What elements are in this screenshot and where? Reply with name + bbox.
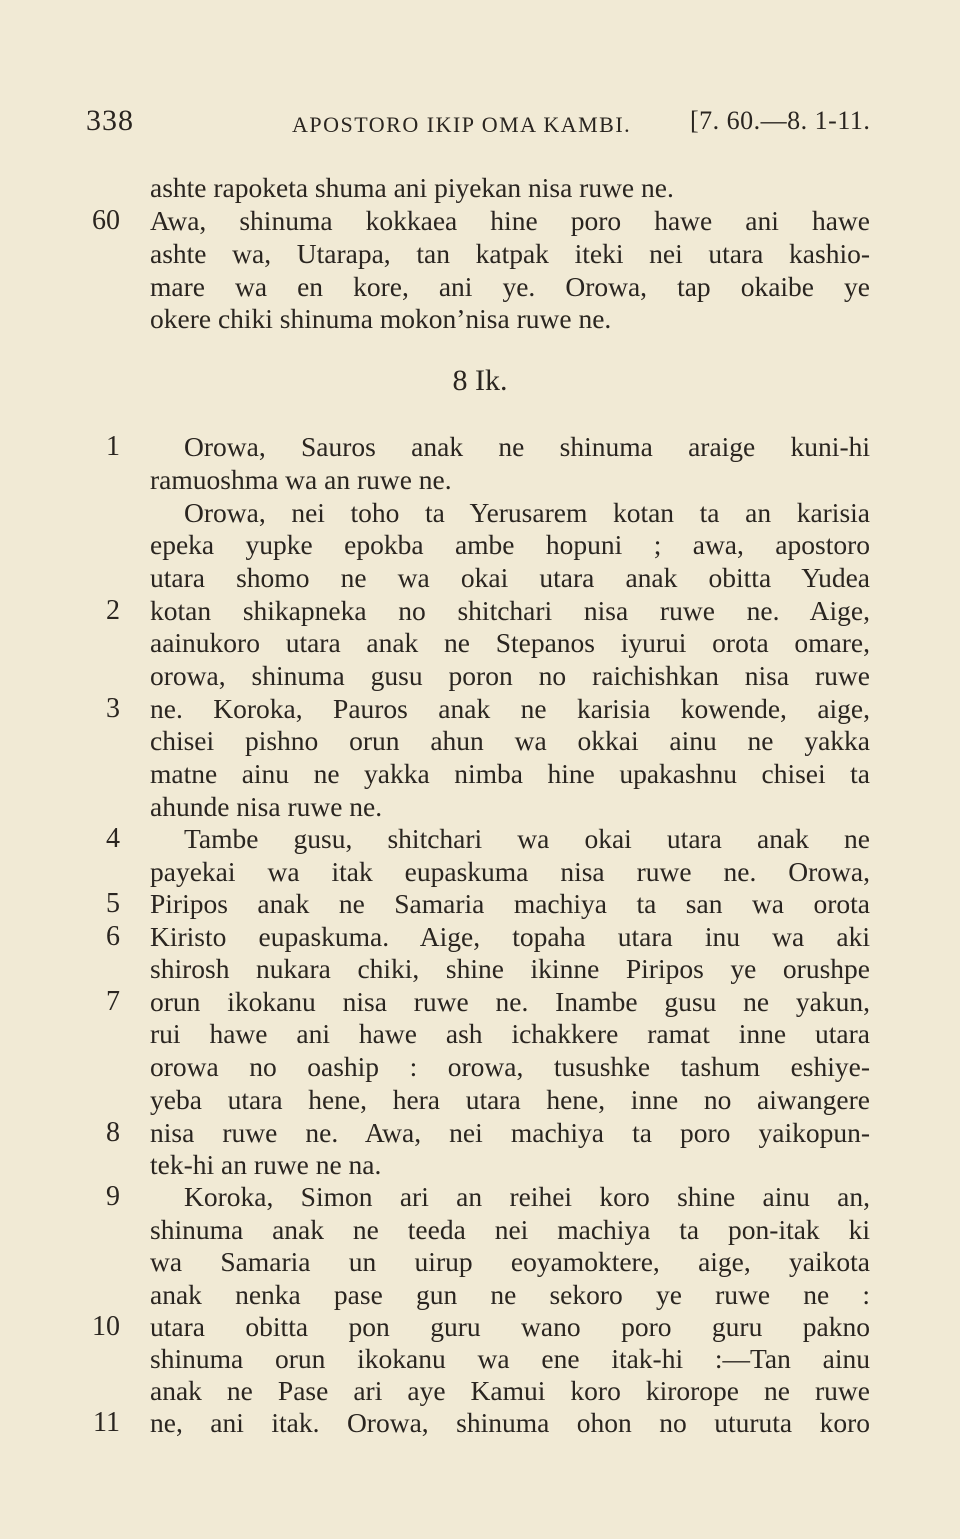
verse-number: 4 — [106, 823, 120, 854]
text-line: Tambe gusu, shitchari wa okai utara anak ne — [184, 823, 870, 854]
text-line: shinuma orun ikokanu wa ene itak-hi :—Tan ainu — [150, 1343, 870, 1374]
verse-number: 60 — [92, 205, 120, 236]
text-line: tek-hi an ruwe ne na. — [150, 1149, 382, 1180]
text-line: wa Samaria un uirup eoyamoktere, aige, yaikota — [150, 1246, 870, 1277]
text-line: Piripos anak ne Samaria machiya ta san wa orota — [150, 888, 870, 919]
text-line: payekai wa itak eupaskuma nisa ruwe ne. Orowa, — [150, 856, 870, 887]
text-line: ne, ani itak. Orowa, shinuma ohon no uturuta koro — [150, 1407, 870, 1438]
text-line: utara shomo ne wa okai utara anak obitta Yudea — [150, 562, 870, 593]
text-line: ramuoshma wa an ruwe ne. — [150, 464, 452, 495]
running-head — [0, 104, 960, 144]
text-line: matne ainu ne yakka nimba hine upakashnu chisei ta — [150, 758, 870, 789]
text-line: ashte wa, Utarapa, tan katpak iteki nei utara kashio- — [150, 238, 870, 269]
verse-number: 3 — [106, 693, 120, 724]
text-line: Awa, shinuma kokkaea hine poro hawe ani hawe — [150, 205, 870, 236]
verse-number: 5 — [106, 888, 120, 919]
text-line: Orowa, Sauros anak ne shinuma araige kuni-hi — [184, 431, 870, 462]
text-line: Orowa, nei toho ta Yerusarem kotan ta an karisia — [184, 497, 870, 528]
text-line: rui hawe ani hawe ash ichakkere ramat inne utara — [150, 1018, 870, 1049]
text-line: yeba utara hene, hera utara hene, inne no aiwangere — [150, 1084, 870, 1115]
text-line: mare wa en kore, ani ye. Orowa, tap okaibe ye — [150, 271, 870, 302]
verse-number: 9 — [106, 1181, 120, 1212]
running-title: APOSTORO IKIP OMA KAMBI. — [292, 112, 632, 137]
text-line: aainukoro utara anak ne Stepanos iyurui orota omare, — [150, 627, 870, 658]
text-line: shinuma anak ne teeda nei machiya ta pon-itak ki — [150, 1214, 870, 1245]
text-line: orowa no oaship : orowa, tusushke tashum eshiye- — [150, 1051, 870, 1082]
text-line: anak ne Pase ari aye Kamui koro kirorope ne ruwe — [150, 1375, 870, 1406]
chapter-heading: 8 Ik. — [452, 364, 508, 397]
chapter-verse-reference: [7. 60.—8. 1-11. — [690, 106, 871, 135]
verse-number: 6 — [106, 921, 120, 952]
text-line: shirosh nukara chiki, shine ikinne Piripos ye orushpe — [150, 953, 870, 984]
text-line: orun ikokanu nisa ruwe ne. Inambe gusu ne yakun, — [150, 986, 870, 1017]
text-line: ashte rapoketa shuma ani piyekan nisa ruwe ne. — [150, 172, 674, 203]
text-line: orowa, shinuma gusu poron no raichishkan nisa ruwe — [150, 660, 870, 691]
text-line: ahunde nisa ruwe ne. — [150, 791, 383, 822]
verse-number: 7 — [106, 986, 120, 1017]
verse-number: 10 — [92, 1311, 120, 1342]
verse-number: 11 — [93, 1407, 120, 1438]
text-line: epeka yupke epokba ambe hopuni ; awa, apostoro — [150, 529, 870, 560]
text-line: ne. Koroka, Pauros anak ne karisia kowende, aige, — [150, 693, 870, 724]
verse-number: 2 — [106, 595, 120, 626]
text-line: Kiristo eupaskuma. Aige, topaha utara inu wa aki — [150, 921, 870, 952]
text-line: kotan shikapneka no shitchari nisa ruwe ne. Aige, — [150, 595, 870, 626]
text-line: okere chiki shinuma mokon’nisa ruwe ne. — [150, 303, 612, 334]
text-line: utara obitta pon guru wano poro guru pakno — [150, 1311, 870, 1342]
text-line: nisa ruwe ne. Awa, nei machiya ta poro yaikopun- — [150, 1117, 870, 1148]
page-number: 338 — [86, 104, 134, 137]
verse-number: 1 — [106, 431, 120, 462]
text-line: anak nenka pase gun ne sekoro ye ruwe ne : — [150, 1279, 870, 1310]
text-line: chisei pishno orun ahun wa okkai ainu ne yakka — [150, 725, 870, 756]
verse-number: 8 — [106, 1117, 120, 1148]
text-line: Koroka, Simon ari an reihei koro shine ainu an, — [184, 1181, 870, 1212]
